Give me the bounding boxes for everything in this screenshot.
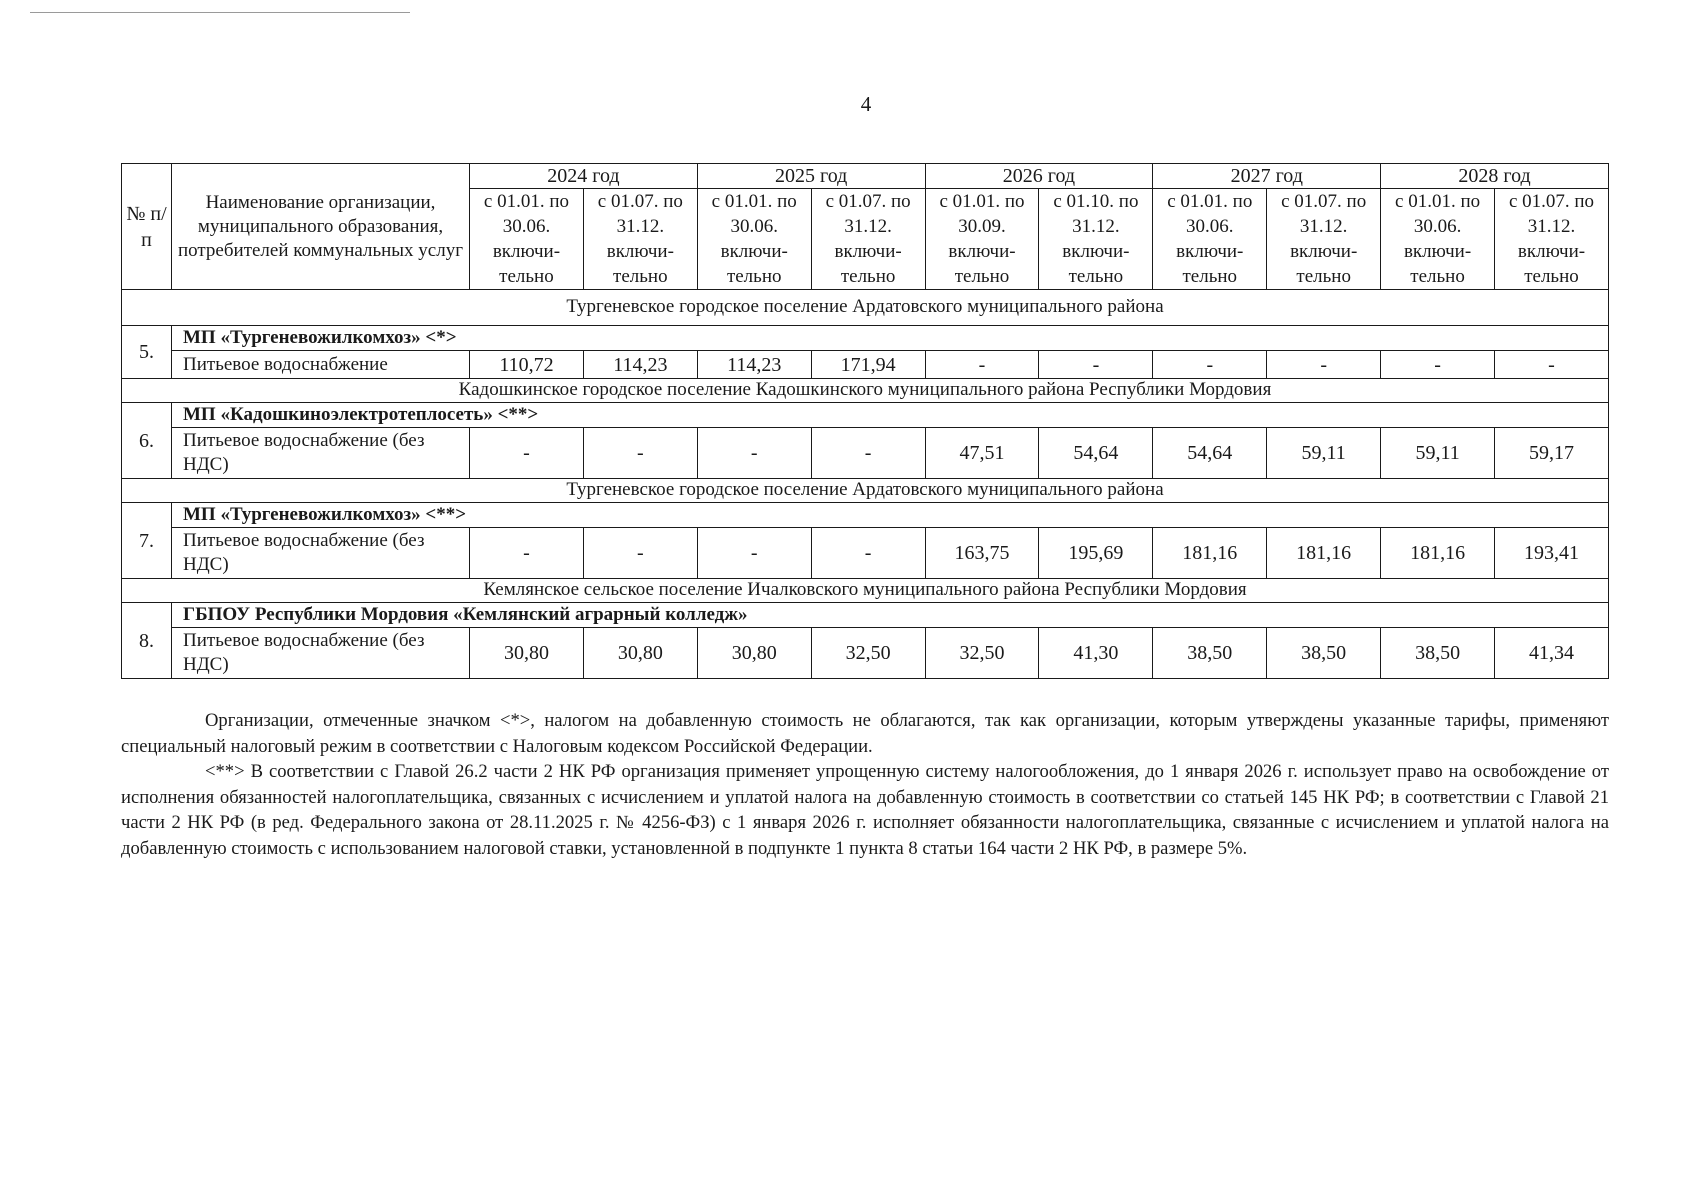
tariff-cell: 181,16 [1381, 528, 1495, 579]
tariff-cell: - [583, 528, 697, 579]
footnotes [121, 708, 1609, 861]
tariff-cell: 59,11 [1381, 428, 1495, 479]
tariff-cell: 41,34 [1495, 628, 1609, 679]
tariff-cell: 181,16 [1267, 528, 1381, 579]
tariff-cell: - [470, 428, 584, 479]
row-number: 5. [122, 326, 172, 379]
tariff-cell: - [811, 528, 925, 579]
organization-name: МП «Кадошкиноэлектротеплосеть» <**> [172, 403, 1609, 428]
tariff-cell: - [470, 528, 584, 579]
tariff-cell: 181,16 [1153, 528, 1267, 579]
row-number: 8. [122, 603, 172, 679]
section-title: Кемлянское сельское поселение Ичалковского муниципального района Республики Мордовия [122, 579, 1609, 603]
service-name: Питьевое водоснабжение (без НДС) [172, 528, 470, 579]
tariff-cell: 163,75 [925, 528, 1039, 579]
tariff-cell: 30,80 [470, 628, 584, 679]
tariff-cell: 30,80 [583, 628, 697, 679]
header-year: 2027 год [1153, 164, 1381, 189]
tariff-cell: 30,80 [697, 628, 811, 679]
tariff-cell: - [697, 428, 811, 479]
top-divider [30, 12, 410, 13]
tariff-cell: 193,41 [1495, 528, 1609, 579]
header-year: 2024 год [470, 164, 698, 189]
service-name: Питьевое водоснабжение [172, 351, 470, 379]
tariff-cell: 38,50 [1153, 628, 1267, 679]
row-number: 7. [122, 503, 172, 579]
tariff-cell: 59,11 [1267, 428, 1381, 479]
header-year: 2028 год [1381, 164, 1609, 189]
header-period: с 01.07. по 31.12. включи-тельно [583, 189, 697, 290]
tariff-cell: 54,64 [1039, 428, 1153, 479]
header-period: с 01.01. по 30.06. включи-тельно [470, 189, 584, 290]
service-name: Питьевое водоснабжение (без НДС) [172, 628, 470, 679]
header-period: с 01.01. по 30.06. включи-тельно [1153, 189, 1267, 290]
header-period: с 01.07. по 31.12. включи-тельно [1495, 189, 1609, 290]
header-year: 2026 год [925, 164, 1153, 189]
footnote-double-asterisk: <**> В соответствии с Главой 26.2 части 2 НК РФ организация применяет упрощенную систему налогообложения, до 1 января 2026 г. использует право на освобождение от исполнения обязанностей налогоплательщика, связанных с исчислением и уплатой налога на добавленную стоимость в соответствии со статьей 145 НК РФ; в соответствии с Главой 21 части 2 НК РФ (в ред. Федерального закона от 28.11.2025 г. № 4256-ФЗ) с 1 января 2026 г. исполняет обязанности налогоплательщика, связанные с исчислением и уплатой налога на добавленную стоимость с использованием налоговой ставки, установленной в подпункте 1 пункта 8 статьи 164 части 2 НК РФ, в размере 5%. [121, 761, 1609, 859]
organization-name: ГБПОУ Республики Мордовия «Кемлянский аграрный колледж» [172, 603, 1609, 628]
tariff-cell: 110,72 [470, 351, 584, 379]
tariff-cell: 114,23 [697, 351, 811, 379]
section-title: Тургеневское городское поселение Ардатовского муниципального района [122, 290, 1609, 326]
tariff-cell: - [1381, 351, 1495, 379]
footnote-single-asterisk: Организации, отмеченные значком <*>, налогом на добавленную стоимость не облагаются, так как организации, которым утверждены указанные тарифы, применяют специальный налоговый режим в соответствии с Налоговым кодексом Российской Федерации. [121, 710, 1609, 757]
header-name: Наименование организации, муниципального образования, потребителей коммунальных услуг [172, 164, 470, 290]
row-number: 6. [122, 403, 172, 479]
tariff-cell: - [1039, 351, 1153, 379]
header-num: № п/п [122, 164, 172, 290]
header-period: с 01.01. по 30.06. включи-тельно [1381, 189, 1495, 290]
tariff-cell: 47,51 [925, 428, 1039, 479]
tariff-cell: 38,50 [1267, 628, 1381, 679]
tariff-cell: 114,23 [583, 351, 697, 379]
header-period: с 01.01. по 30.06. включи-тельно [697, 189, 811, 290]
service-name: Питьевое водоснабжение (без НДС) [172, 428, 470, 479]
tariff-cell: 32,50 [811, 628, 925, 679]
tariff-cell: - [583, 428, 697, 479]
organization-name: МП «Тургеневожилкомхоз» <**> [172, 503, 1609, 528]
tariff-cell: 195,69 [1039, 528, 1153, 579]
header-period: с 01.07. по 31.12. включи-тельно [1267, 189, 1381, 290]
header-year: 2025 год [697, 164, 925, 189]
section-title: Кадошкинское городское поселение Кадошкинского муниципального района Республики Мордовия [122, 379, 1609, 403]
header-period: с 01.07. по 31.12. включи-тельно [811, 189, 925, 290]
tariff-cell: 41,30 [1039, 628, 1153, 679]
tariff-cell: 38,50 [1381, 628, 1495, 679]
tariff-table [121, 163, 1609, 679]
tariff-cell: - [697, 528, 811, 579]
tariff-cell: - [1495, 351, 1609, 379]
page-number: 4 [860, 92, 872, 116]
tariff-cell: - [811, 428, 925, 479]
tariff-cell: - [925, 351, 1039, 379]
header-period: с 01.10. по 31.12. включи-тельно [1039, 189, 1153, 290]
tariff-cell: - [1267, 351, 1381, 379]
tariff-cell: - [1153, 351, 1267, 379]
tariff-cell: 54,64 [1153, 428, 1267, 479]
tariff-cell: 171,94 [811, 351, 925, 379]
header-period: с 01.01. по 30.09. включи-тельно [925, 189, 1039, 290]
tariff-cell: 59,17 [1495, 428, 1609, 479]
organization-name: МП «Тургеневожилкомхоз» <*> [172, 326, 1609, 351]
section-title: Тургеневское городское поселение Ардатовского муниципального района [122, 479, 1609, 503]
tariff-cell: 32,50 [925, 628, 1039, 679]
